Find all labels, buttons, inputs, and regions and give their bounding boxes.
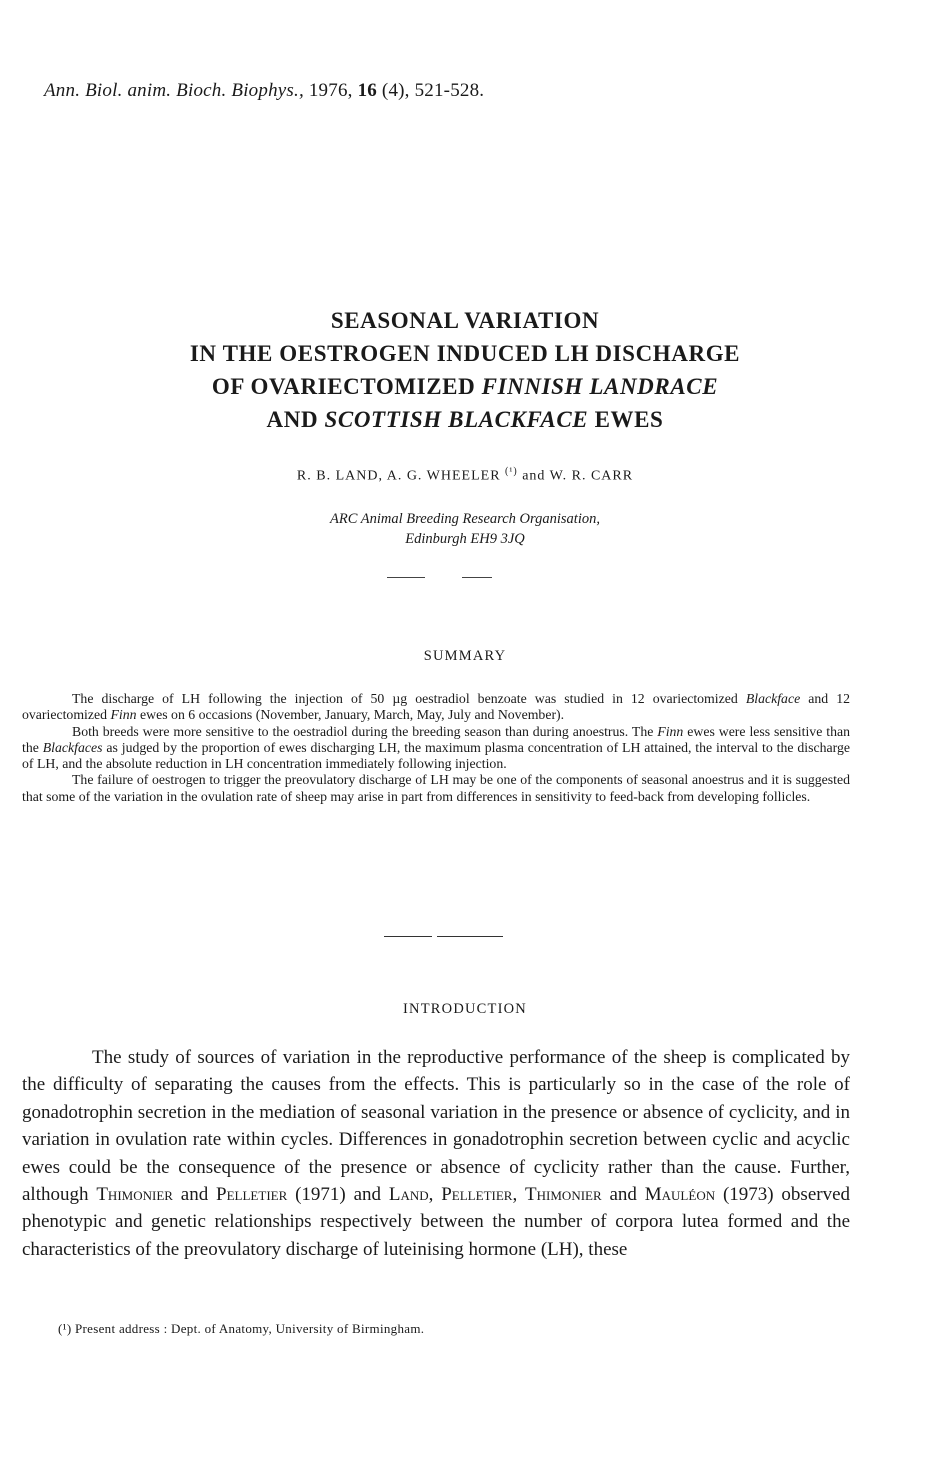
summary-heading: SUMMARY <box>423 648 507 664</box>
title-line: OF OVARIECTOMIZED FINNISH LANDRACE <box>211 374 719 399</box>
summary-paragraph: The failure of oestrogen to trigger the preovulatory discharge of LH may be one of the components of seasonal anoestrus and it is suggested that some of the variation in the ovulation rate of sheep may arise in part from differences in sensitivity to feed-back from developing follicles. <box>22 772 850 804</box>
author-citation: Pelletier <box>216 1184 288 1206</box>
title-line: AND SCOTTISH BLACKFACE EWES <box>266 407 664 432</box>
summary-body <box>22 691 850 805</box>
journal-name: Ann. Biol. anim. Bioch. Biophys., <box>44 80 304 101</box>
affiliation-line: ARC Animal Breeding Research Organisation, <box>330 511 600 527</box>
introduction-paragraph: The study of sources of variation in the reproductive performance of the sheep is complicated by the difficulty of separating the causes from the effects. This is particularly so in the case of the role of gonadotrophin secretion in the mediation of seasonal variation in the presence or absence of cyclicity, and in variation in ovulation rate within cycles. Differences in gonadotrophin secretion between cyclic and acyclic ewes could be the consequence of the presence or absence of cyclicity rather than the cause. Further, although Thimonier and Pelletier (1971) and Land, Pelletier, Thimonier and Mauléon (1973) observed phenotypic and genetic relationships respectively between the number of corpora lutea formed and the characteristics of the preovulatory discharge of luteinising hormone (LH), these <box>22 1047 851 1260</box>
ornament-dash <box>462 577 492 578</box>
journal-reference <box>44 80 484 102</box>
journal-volume: 16 <box>357 80 377 101</box>
author-citation: Pelletier <box>441 1184 513 1206</box>
introduction-body <box>22 1044 850 1263</box>
affiliation-line: Edinburgh EH9 3JQ <box>405 531 525 547</box>
footnote-marker: (¹) <box>58 1321 72 1336</box>
journal-year: 1976, <box>308 80 353 101</box>
author-citation: Thimonier <box>96 1184 173 1206</box>
author-citation: Land <box>388 1184 429 1206</box>
paper-title <box>0 304 930 436</box>
title-line: SEASONAL VARIATION <box>330 308 600 333</box>
footnote <box>58 1321 424 1337</box>
introduction-heading: INTRODUCTION <box>403 1001 527 1017</box>
affiliation <box>0 509 930 549</box>
footnote-marker: (¹) <box>505 466 518 477</box>
author-citation: Thimonier <box>525 1184 602 1206</box>
summary-paragraph: Both breeds were more sensitive to the oestradiol during the breeding season than during anoestrus. The Finn ewes were less sensitive than the Blackfaces as judged by the proportion of ewes discharging LH, the maximum plasma concentration of LH attained, the interval to the discharge of LH, and the absolute reduction in LH concentration immediately following injection. <box>22 723 850 772</box>
author-citation: Mauléon <box>644 1184 716 1206</box>
summary-paragraph: The discharge of LH following the injection of 50 µg oestradiol benzoate was studied in 12 ovariectomized Blackface and 12 ovariectomized Finn ewes on 6 occasions (November, January, March, May, July and November). <box>22 691 850 723</box>
footnote-text: Present address : Dept. of Anatomy, University of Birmingham. <box>71 1321 425 1336</box>
author-list: R. B. LAND, A. G. WHEELER $^{(^1)}$ and W. R. CARR <box>296 466 634 484</box>
section-rule <box>437 936 503 937</box>
section-rule <box>384 936 432 937</box>
ornament-dash <box>387 577 425 578</box>
title-line: IN THE OESTROGEN INDUCED LH DISCHARGE <box>189 341 741 366</box>
journal-issue-pages: (4), 521-528. <box>381 80 485 101</box>
